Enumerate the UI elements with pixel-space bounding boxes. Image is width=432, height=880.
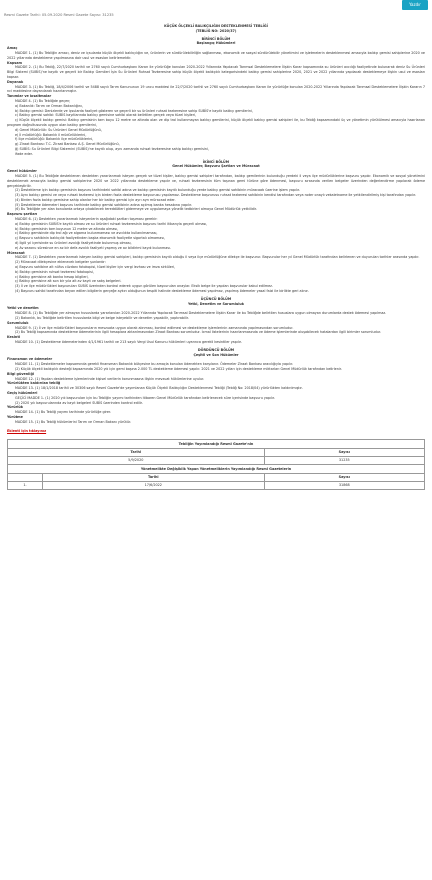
article-paragraph: g) Ziraat Bankası: T.C. Ziraat Bankası A.Ş. Genel Müdürlüğünü, xyxy=(15,142,120,147)
article-paragraph: c) Balıkçı gemisinde dip trol ağı ve algarna bulunmaması ve avcılıkta kullanılmaması, xyxy=(15,231,158,236)
cell-date: 5/9/2020 xyxy=(8,457,265,465)
article-paragraph: d) İlgili yıl içerisinde su ürünleri avcılığı faaliyetinde bulunmuş olması, xyxy=(15,241,132,246)
section-title: Yetki, Denetim ve Sorumluluk xyxy=(188,301,244,306)
article-heading: Başvuru şartları xyxy=(7,212,38,217)
article-paragraph: (2) Müracaat dilekçesine eklenecek belgeler şunlardır: xyxy=(15,260,106,265)
article-paragraph: (2) 2020 yılı başvurularında av kayıt belgeleri SUBİS üzerinden kontrol edilir. xyxy=(15,400,143,405)
article-paragraph: (3) Aynı balıkçı gemisi ve veya ruhsat tezkeresi için birden fazla destekleme başvurusu yapılamaz. Destekleme başvurusu ruhsat tezkeresi sahibinin kendisi tarafından veya noter onaylı vekaletname ile yetkilendirilmiş kişi tarafından yapılır. xyxy=(15,193,417,198)
article-heading: Yetki ve denetim xyxy=(7,306,39,311)
table-title-amendments: Yönetmelikte Değişiklik Yapan Yönetmeliklerin Yayımlandığı Resmî Gazetelerin xyxy=(8,465,425,474)
section-title: Başlangıç Hükümleri xyxy=(196,41,236,46)
article-paragraph: b) Balıkçı gemisi: Denizlerde ve içsularda faaliyet gösteren ve geçerli bir su ürünleri ruhsat tezkeresine sahip SUBİS'e kayıtlı balıkçı gemilerini, xyxy=(15,108,253,113)
col-date-header-2: Tarihi xyxy=(43,474,265,482)
article-heading: Yürürlük xyxy=(7,405,23,410)
document-subtitle: (TEBLİĞ NO: 2020/37) xyxy=(195,28,237,33)
section-title: Genel Hükümler, Başvuru Şartları ve Müracaat xyxy=(172,164,260,169)
article-heading: Yürürlükten kaldırılan tebliğ xyxy=(7,381,61,386)
article-paragraph: a) Başvuru sahibine ait nüfus cüzdanı fotokopisi, tüzel kişiler için vergi levhası ve imza sirküleri, xyxy=(15,265,176,270)
attachments-link[interactable]: Eklenti için tıklayınız xyxy=(7,428,47,433)
article-paragraph: f) İlçe müdürlüğü: Bakanlık ilçe müdürlüklerini, xyxy=(15,137,94,142)
article-paragraph: MADDE 8- (1) Bu Tebliğde yer almayan hususlarda yararlanılan 2020-2022 Yıllarında Yapılacak Tarımsal Desteklemelere İlişkin Karar ile bu Tebliğde belirtilen hususlara uygun olmayan durumlarda destek ödemesi yapılmaz. xyxy=(15,311,387,316)
article-paragraph: (3) İl ve ilçe müdürlükleri başvuruları SUBİS üzerinden kontrol ederek uygun görülen başvuruları onaylar. Eksik belge ile yapılan başvurular kabul edilmez. xyxy=(15,284,273,289)
article-paragraph: GEÇİCİ MADDE 1- (1) 2020 yılı başvuruları için bu Tebliğin yayımı tarihinden itibaren Genel Müdürlük tarafından belirlenecek süre içerisinde başvuru yapılır. xyxy=(15,395,275,400)
section-number: BİRİNCİ BÖLÜM xyxy=(201,36,231,41)
col-number-header: Sayısı xyxy=(264,449,424,457)
document-sections xyxy=(7,34,425,425)
cell-number: 31868 xyxy=(264,482,424,490)
article-paragraph: MADDE 1- (1) Bu Tebliğin amacı, deniz ve içsularda küçük ölçekli balıkçılığın ve, ürünlerin ve sürdürülebilirliğin sağlanması, ekonomik ve sosyal sürdürülebilir yönetimini ve işletmelerin desteklenmesi amacıyla balıkçı gemisi sahiplerine 2020 ve 2022 yıllarında destekleme yapılmasına dair usul ve esasları belirlemektir. xyxy=(7,50,425,60)
article-paragraph: MADDE 7- (1) Destekten yararlanmak isteyen balıkçı gemisi sahipleri, balıkçı gemisinin kayıtlı olduğu il veya ilçe müdürlüğüne dilekçe ile başvurur. Başvurular her yıl Genel Müdürlük tarafından belirlenen ve duyurulan tarihler arasında yapılır. xyxy=(15,255,420,260)
article-paragraph: MADDE 15- (1) Bu Tebliğ hükümlerini Tarım ve Orman Bakanı yürütür. xyxy=(15,419,132,424)
article-paragraph: ç) Küçük ölçekli balıkçı gemisi: Balıkçı gemisinin tam boyu 12 metre ve altında olan ve dip trol kullanmayan balıkçı gemilerini, küçük ölçekli balıkçı gemisi sahipleri ile, bu Tebliğ kapsamındaki üç ve yönetimin yürütülmesi amacıyla hazırlanan program doğrultusunda uygun olan balıkçı gemilerini, xyxy=(7,118,425,127)
col-index-header xyxy=(8,474,43,482)
article-paragraph: ifade eder. xyxy=(15,151,33,156)
article-paragraph: c) Balıkçı gemisine ait banka hesap bilgileri, xyxy=(15,274,89,279)
article-paragraph: MADDE 10- (1) Destekleme ödemelerinden 4/1/1961 tarihli ve 213 sayılı Vergi Usul Kanunu hükümleri uyarınca gerekli kesintiler yapılır. xyxy=(15,340,242,344)
article-paragraph: (2) Küçük ölçekli balıkçılık desteği kapsamında 2020 yılı için gemi başına 2.000 TL destekleme ödemesi yapılır. 2021 ve 2022 yılları için destekleme miktarları Genel Müdürlük tarafından belirlenir. xyxy=(15,366,342,371)
article-heading: Genel hükümler xyxy=(7,169,37,174)
article-paragraph: a) Bakanlık: Tarım ve Orman Bakanlığını, xyxy=(15,103,83,108)
col-number-header-2: Sayısı xyxy=(264,474,424,482)
article-paragraph: (4) Başvuru sahibi tarafından beyan edilen bilgilerin gerçeğe aykırı olduğunun tespiti halinde destekleme ödemesi yapılmaz, yapılmış ödemeler yasal faizi ile birlikte geri alınır. xyxy=(15,289,309,294)
col-date-header: Tarihi xyxy=(8,449,265,457)
section-number: DÖRDÜNCÜ BÖLÜM xyxy=(197,347,235,352)
article-paragraph: MADDE 2- (1) Bu Tebliğ, 22/7/2020 tarihli ve 2760 sayılı Cumhurbaşkanı Kararı ile yürürlüğe konulan 2020-2022 Yıllarında Yapılacak Tarımsal Desteklemelere İlişkin Karar kapsamında su ürünleri avcılığı faaliyetinde bulunarak deniz Su Ürünleri Bilgi Sistemi (SUBİS)'ne kayıtlı ve geçerli bir Balıkçı Gemileri İşin Su Ürünleri Ruhsat Tezkeresine sahip küçük ölçekli balıkçılık kategorisindeki balıkçı gemisi sahiplerine 2020, 2021 ve 2022 yıllarında yapılacak desteklemeye ilişkin usul ve esasları kapsar. xyxy=(7,65,425,79)
section-number: İKİNCİ BÖLÜM xyxy=(202,159,230,164)
article-paragraph: ğ) SUBİS: Su Ürünleri Bilgi Sistemini (SUBİS)'ne kayıtlı olup, aynı zamanda ruhsat tezkeresine sahip balıkçı gemisini, xyxy=(15,146,209,151)
publication-table xyxy=(7,439,425,490)
table-row xyxy=(8,482,425,490)
article-heading: Bilgi güvenliği xyxy=(7,371,34,376)
article-paragraph: ç) Balıkçı gemisine ait son bir yıla ait av kayıt ve satış belgeleri. xyxy=(15,279,122,284)
article-heading: Müracaat xyxy=(7,250,25,255)
section-title: Çeşitli ve Son Hükümler xyxy=(193,352,239,357)
article-heading: Finansman ve ödemeler xyxy=(7,357,53,362)
regulation-document xyxy=(7,24,425,490)
article-paragraph: ç) Başvuru sahibinin balıkçılık faaliyetinden başka ekonomik faaliyetle sigortalı olmaması, xyxy=(15,236,166,241)
article-paragraph: e) Av sezonu süresince en az bir defa avcılık faaliyeti yapmış ve av bildirimi kaydı bulunması. xyxy=(15,245,172,250)
article-paragraph: c) Balıkçı gemisi sahibi: SUBİS kayıtlarında balıkçı gemisine sahibi olarak belirtilen gerçek veya tüzel kişileri, xyxy=(15,113,197,118)
article-paragraph: d) Genel Müdürlük: Su Ürünleri Genel Müdürlüğünü, xyxy=(15,127,102,132)
article-paragraph: (2) Destekleme için balıkçı gemisinin başvuru tarihindeki sahibi adına ve balıkçı gemisinin kayıtlı bulunduğu yerde balıkçı gemisi sahibinin müracaatı üzerine işlem yapılır. xyxy=(15,188,300,193)
article-paragraph: MADDE 11- (1) Desteklemeler kapsamında gerekli finansman Bakanlık bütçesine bu amaçla konulan ödenekten karşılanır. Ödemeler Ziraat Bankası aracılığıyla yapılır. xyxy=(15,362,294,367)
article-heading: Amaç xyxy=(7,46,18,51)
article-heading: Tanımlar ve kısaltmalar xyxy=(7,94,52,99)
article-paragraph: b) Balıkçı gemisinin ruhsat tezkeresi fotokopisi, xyxy=(15,269,94,274)
article-paragraph: a) Balıkçı gemisinin SUBİS'e kayıtlı olması ve su ürünleri ruhsat tezkeresinin başvuru tarihi itibarıyla geçerli olması, xyxy=(15,221,208,226)
article-paragraph: MADDE 3- (1) Bu Tebliğ, 18/4/2006 tarihli ve 5488 sayılı Tarım Kanununun 19 uncu maddesi ile 22/7/2020 tarihli ve 2760 sayılı Cumhurbaşkanı Kararı ile yürürlüğe konulan 2020-2022 Yıllarında Yapılacak Tarımsal Desteklemelere İlişkin Kararın 7 nci maddesine dayanılarak hazırlanmıştır. xyxy=(7,84,425,94)
article-heading: Dayanak xyxy=(7,79,24,84)
cell-number: 31235 xyxy=(264,457,424,465)
article-paragraph: MADDE 9- (1) İl ve ilçe müdürlükleri başvuruların mevzuata uygun olarak alınması, kontrol edilmesi ve destekleme işlemlerinin zamanında yapılmasından sorumludur. xyxy=(15,325,294,330)
article-paragraph: MADDE 5- (1) Bu Tebliğde desteklenen destekten yararlanmak isteyen gerçek ve tüzel kişiler, balıkçı gemisi sahipleri tarafından, balıkçı gemilerinin bulunduğu yerdeki il veya ilçe müdürlüklerine başvuru yapılır. Ekonomik ve sosyal yönetimini desteklemek amacıyla balıkçı gemisi sahiplerine 2020 ve 2022 yıllarında destekleme yapılır ve, ruhsat tezkeresinin tüm taşınan gemi türüne göre ödenmesi, başvuru sırasında verilen belgeler üzerinden değerlendirme yapılarak ödeme gerçekleştirilir. xyxy=(7,173,425,188)
document-title: KÜÇÜK ÖLÇEKLİ BALIKÇILIĞIN DESTEKLENMESİ TEBLİĞİ xyxy=(164,24,268,28)
article-paragraph: (2) Bakanlık, bu Tebliğde belirtilen hususlarda bilgi ve belge isteyebilir ve denetim yapabilir, yaptırabilir. xyxy=(15,316,189,321)
article-paragraph: (2) Bu Tebliğ kapsamında destekleme ödemelerinin ilgili hesaplara aktarılmasından Ziraat Bankası sorumludur. İcmal listelerinin hazırlanmasında ve ödeme işlemlerinde oluşabilecek hatalardan ilgili birimler sorumludur. xyxy=(15,330,381,335)
article-heading: Kesinti xyxy=(7,335,21,340)
table-row xyxy=(8,457,425,465)
print-button[interactable]: Yazdır xyxy=(402,0,428,10)
article-paragraph: b) Balıkçı gemisinin tam boyunun 12 metre ve altında olması, xyxy=(15,226,119,231)
table-title-original: Tebliğin Yayımlandığı Resmî Gazete'nin xyxy=(8,440,425,449)
cell-date: 17/6/2022 xyxy=(43,482,265,490)
top-bar xyxy=(0,0,432,22)
gazette-meta: Resmi Gazete Tarihi: 05.09.2020 Resmi Gazete Sayısı: 31235 xyxy=(4,13,114,17)
article-paragraph: MADDE 14- (1) Bu Tebliğ yayımı tarihinde yürürlüğe girer. xyxy=(15,410,112,415)
article-heading: Sorumluluk xyxy=(7,320,29,325)
article-heading: Geçiş hükümleri xyxy=(7,390,38,395)
article-paragraph: MADDE 12- (1) Yapılan destekleme işlemlerinde kişisel verilerin korunmasına ilişkin mevzuat hükümlerine uyulur. xyxy=(15,376,205,381)
article-heading: Yürütme xyxy=(7,414,23,419)
article-paragraph: (6) Bu Tebliğde yer alan konularda ortaya çıkabilecek tereddütleri gidermeye ve uygulamaya yönelik tedbirleri almaya Genel Müdürlük yetkilidir. xyxy=(15,207,257,212)
article-paragraph: e) İl müdürlüğü: Bakanlık il müdürlüklerini, xyxy=(15,132,87,137)
article-paragraph: MADDE 13- (1) 18/1/2018 tarihli ve 30306 sayılı Resmî Gazete'de yayımlanan Küçük Ölçekli Balıkçılığın Desteklenmesi Tebliği (Tebliğ No: 2018/04) yürürlükten kaldırılmıştır. xyxy=(15,386,303,391)
section-number: ÜÇÜNCÜ BÖLÜM xyxy=(200,296,232,301)
cell-index: 1. xyxy=(8,482,43,490)
article-paragraph: (4) Birden fazla balıkçı gemisine sahip olanlar her bir balıkçı gemisi için ayrı ayrı müracaat eder. xyxy=(15,197,176,202)
article-paragraph: MADDE 4- (1) Bu Tebliğde geçen; xyxy=(15,98,71,103)
article-paragraph: MADDE 6- (1) Destekten yararlanmak isteyenlerin aşağıdaki şartları taşıması gerekir: xyxy=(15,217,158,222)
article-paragraph: (5) Destekleme ödemeleri başvuru tarihinde balıkçı gemisi sahibinin adına açılmış banka hesabına yapılır. xyxy=(15,202,193,207)
article-heading: Kapsam xyxy=(7,60,22,65)
